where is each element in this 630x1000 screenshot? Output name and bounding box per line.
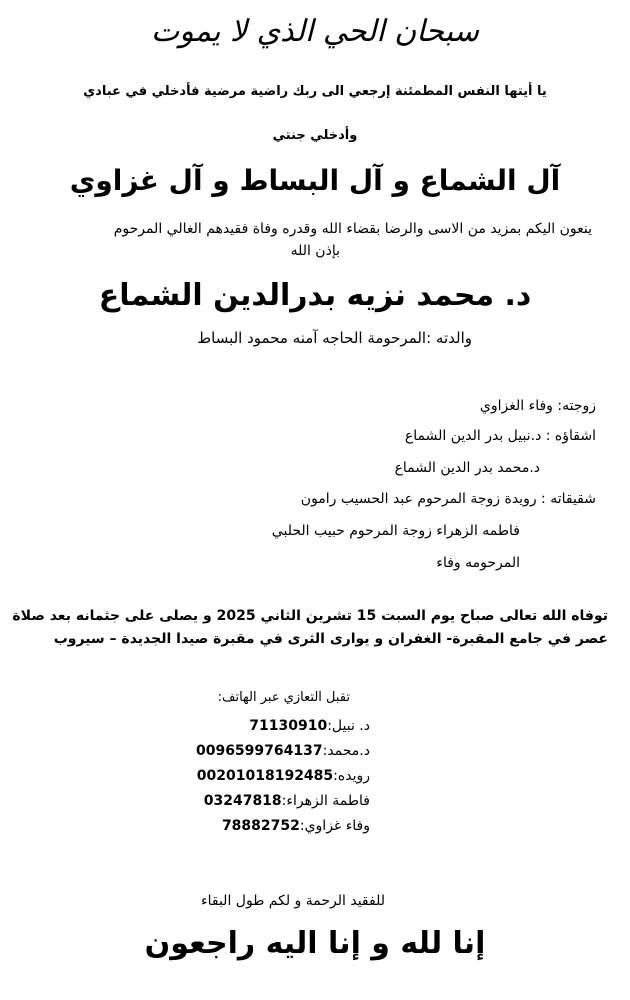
phone-name: وفاء غزاوي: — [299, 818, 370, 834]
calligraphy-header — [0, 14, 630, 49]
phone-list — [170, 718, 370, 843]
closing-verse: إنا لله و إنا اليه راجعون — [144, 926, 486, 961]
phone-number[interactable]: 78882752 — [221, 818, 300, 834]
phone-number[interactable]: 03247818 — [203, 793, 282, 809]
phone-row — [170, 818, 370, 843]
mother-line: والدته :المرحومة الحاجه آمنه محمود البساط — [197, 329, 472, 347]
phone-number[interactable]: 0096599764137 — [195, 743, 323, 759]
verse-line-1: يا أيتها النفس المطمئنة إرجعي الى ربك راضية مرضية فأدخلي في عبادي — [83, 84, 547, 99]
wife-line: زوجته: وفاء الغزاوي — [479, 398, 596, 414]
brothers-line-1: اشقاؤه : د.نبيل بدر الدين الشماع — [404, 428, 596, 444]
funeral-line-2: عصر في جامع المقبرة- الغفران و يوارى الثرى في مقبرة صيدا الجديدة – سيروب — [53, 631, 608, 647]
sisters-line-2: فاطمه الزهراء زوجة المرحوم حبيب الحلبي — [271, 523, 520, 539]
phone-name: رويده: — [333, 768, 370, 784]
phone-row — [170, 768, 370, 793]
sisters-line-1: شقيقاته : رويدة زوجة المرحوم عبد الحسيب رامون — [300, 491, 596, 507]
phone-name: فاطمة الزهراء: — [281, 793, 370, 809]
phone-name: د.محمد: — [322, 743, 370, 759]
brothers-line-2: د.محمد بدر الدين الشماع — [394, 460, 540, 476]
phone-row — [170, 743, 370, 768]
calligraphy-text: سبحان الحي الذي لا يموت — [151, 14, 479, 49]
deceased-name: د. محمد نزيه بدرالدين الشماع — [98, 278, 532, 313]
families-title: آل الشماع و آل البساط و آل غزاوي — [69, 164, 561, 197]
sisters-line-3: المرحومه وفاء — [436, 555, 520, 571]
closing-line: للفقيد الرحمة و لكم طول البقاء — [201, 893, 385, 909]
funeral-line-1: توفاه الله تعالى صباح يوم السبت 15 تشرين الثاني 2025 و يصلى على جثمانه بعد صلاة — [12, 608, 608, 624]
announcement-line-2: بإذن الله — [290, 243, 340, 259]
phone-number[interactable]: 71130910 — [249, 718, 328, 734]
condolences-title: تقبل التعازي عبر الهاتف: — [217, 690, 350, 705]
phone-name: د. نبيل: — [327, 718, 370, 734]
phone-number[interactable]: 00201018192485 — [196, 768, 334, 784]
verse-line-2: وأدخلي جنتي — [272, 128, 358, 143]
phone-row — [170, 718, 370, 743]
phone-row — [170, 793, 370, 818]
announcement-line-1: ينعون اليكم بمزيد من الاسى والرضا بقضاء الله وقدره وفاة فقيدهم الغالي المرحوم — [113, 221, 592, 237]
